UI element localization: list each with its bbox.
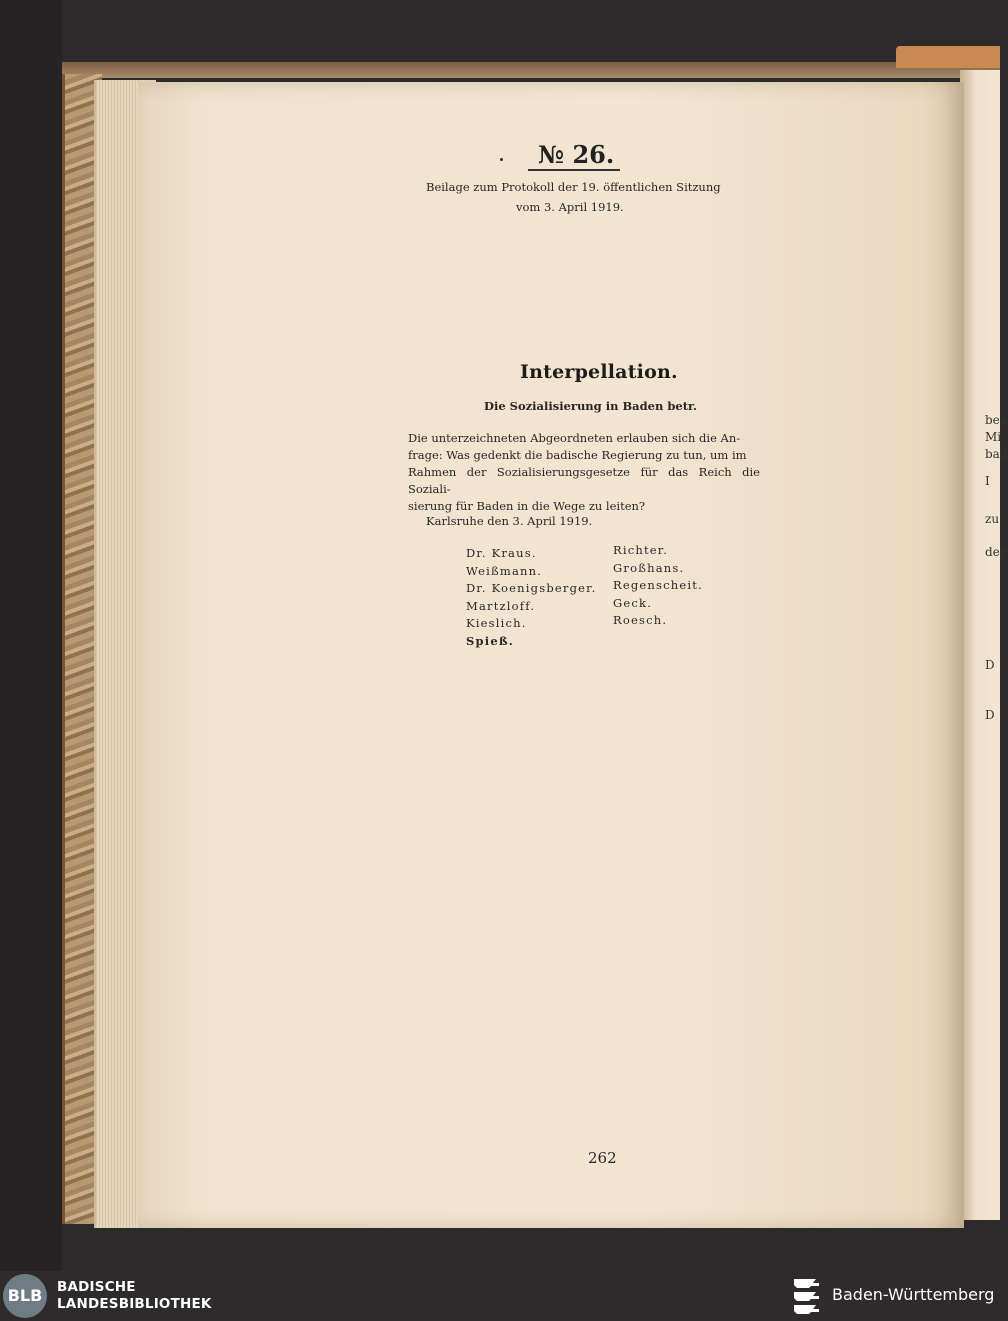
signatory: Geck. <box>613 595 653 610</box>
number-underline <box>528 169 620 171</box>
page-number: 262 <box>588 1149 617 1167</box>
facing-page-fragment: bad <box>985 447 1008 461</box>
body-line: sierung für Baden in die Wege zu leiten? <box>408 499 646 513</box>
signatory: Richter. <box>613 543 669 557</box>
facing-page-fragment: D <box>985 658 995 672</box>
book-cover-corner <box>896 46 1000 68</box>
signatory: Weißmann. <box>466 563 543 578</box>
signatory: Spieß. <box>466 633 514 648</box>
facing-page-fragment: der <box>985 545 1006 559</box>
library-name[interactable] <box>57 1279 212 1313</box>
body-line: Die unterzeichneten Abgeordneten erlauben sich die An- <box>408 431 741 445</box>
document-heading: Interpellation. <box>520 361 678 383</box>
facing-page-fragment: bea <box>985 413 1007 427</box>
signatory: Martzloff. <box>466 598 536 613</box>
blb-logo-icon[interactable]: BLB <box>3 1274 47 1318</box>
ink-dot <box>500 158 503 161</box>
book-cover-top <box>62 62 1000 78</box>
library-name-line-2: LANDESBIBLIOTHEK <box>57 1296 212 1312</box>
signatory: Großhans. <box>613 560 685 575</box>
document-subject: Die Sozialisierung in Baden betr. <box>484 399 698 413</box>
baden-wuerttemberg-lions-icon[interactable] <box>790 1276 824 1316</box>
signatory: Dr. Koenigsberger. <box>466 581 597 595</box>
body-line: frage: Was gedenkt die badische Regierung zu tun, um im <box>408 448 747 462</box>
library-name-line-1: BADISCHE <box>57 1279 136 1295</box>
document-page <box>138 82 964 1228</box>
signatory: Regenscheit. <box>613 578 703 592</box>
signatories-left-column <box>466 545 596 650</box>
place-and-date: Karlsruhe den 3. April 1919. <box>426 514 593 528</box>
facing-page <box>960 70 1000 1220</box>
footer-bar <box>0 1271 1000 1321</box>
facing-page-fragment: I <box>985 474 990 488</box>
subtitle-line-2: vom 3. April 1919. <box>516 200 624 214</box>
signatory: Kieslich. <box>466 616 527 630</box>
facing-page-fragment: zu <box>985 512 1000 526</box>
background-shadow <box>0 0 62 1271</box>
facing-page-fragment: D <box>985 708 995 722</box>
signatories-right-column <box>613 542 703 630</box>
signatory: Roesch. <box>613 613 668 627</box>
document-number: № 26. <box>538 140 615 169</box>
facing-page-fragment: Mi <box>985 430 1002 444</box>
subtitle-line-1: Beilage zum Protokoll der 19. öffentlichen Sitzung <box>426 180 721 194</box>
signatory: Dr. Kraus. <box>466 546 537 560</box>
interpellation-body <box>408 430 760 515</box>
state-name[interactable]: Baden-Württemberg <box>832 1285 995 1304</box>
body-line: Rahmen der Sozialisierungsgesetze für das Reich die Soziali- <box>408 465 760 496</box>
